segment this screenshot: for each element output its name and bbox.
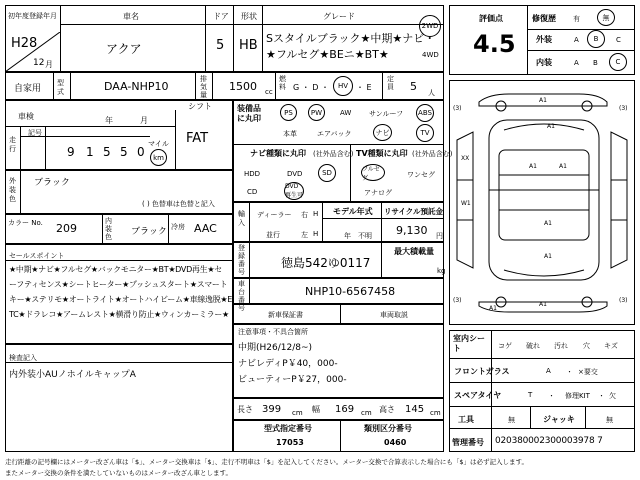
score-label: 評価点 <box>479 14 503 23</box>
glass-item: ・ <box>566 368 573 376</box>
navi-sd: SD <box>318 164 336 182</box>
shift: FAT <box>186 131 209 146</box>
displacement-label: 排気量 <box>200 75 207 99</box>
drive-4wd: 4WD <box>422 51 439 59</box>
width-label: 幅 <box>312 405 320 414</box>
xx-label: XX <box>461 155 470 162</box>
height: 145 <box>405 404 425 415</box>
spare-item: T <box>528 391 533 399</box>
interior-label: 内装 <box>536 58 552 67</box>
tv-oneseg: ワンセグ <box>407 171 435 179</box>
shape: HB <box>239 38 258 53</box>
usage: 自家用 <box>14 84 42 94</box>
registration-value: 徳島542ゆ0117 <box>281 256 371 270</box>
car-name: アクア <box>106 42 142 56</box>
mileage-digit: 1 <box>86 145 94 159</box>
sales-line: TC★ドラレコ★アームレスト★横滑り防止★ウィンカーミラー★ <box>9 310 229 319</box>
color-code: 209 <box>56 222 77 235</box>
inspection-label: 車検 <box>18 112 34 121</box>
spare-item: ・ <box>598 392 605 400</box>
equipment-label: 装備品に丸印 <box>237 104 261 123</box>
class-label: 類別区分番号 <box>364 424 412 433</box>
notes-line: 中期(H26/12/8~) <box>238 343 313 353</box>
tv-sub: (社外品含む) <box>412 150 453 158</box>
manage-value: 020380002300003978 7 <box>495 436 603 446</box>
sales-line: キー★ステリモ★オートライト★オートハイビーム★車線逸脱★E <box>9 295 233 304</box>
manage-label: 管理番号 <box>452 438 484 447</box>
repair-yes: 有 <box>573 15 580 23</box>
tv-analog: アナログ <box>364 189 392 197</box>
notes-label: 注意事項・不具合箇所 <box>238 328 308 336</box>
max-load-label: 最大積載量 <box>394 247 434 256</box>
color-value: ブラック <box>34 178 70 188</box>
equip-sunroof: サンルーフ <box>369 110 404 118</box>
color-code-label: カラー No. <box>8 219 43 227</box>
bracket-label: (3) <box>619 297 628 304</box>
mileage-digits-label: 記号 <box>28 129 42 137</box>
first-reg-label: 初年度登録年月 <box>8 12 57 20</box>
ac-label: 冷房 <box>171 223 185 231</box>
equip-leather: 本革 <box>283 130 297 138</box>
manual: 車両取説 <box>380 311 408 319</box>
displacement: 1500 <box>229 80 257 93</box>
equip-tv: TV <box>416 124 434 142</box>
fuel-label: 燃料 <box>279 75 286 91</box>
length: 399 <box>262 404 282 415</box>
int-grade-b: B <box>593 59 598 67</box>
a1-label: A1 <box>544 253 552 260</box>
width: 169 <box>335 404 355 415</box>
glass-item: A <box>546 367 551 375</box>
glass-label: フロントガラス <box>454 367 510 376</box>
chassis-label: 車台番号 <box>238 280 245 312</box>
seat-item: コゲ <box>498 342 512 350</box>
ext-grade-b-circle: B <box>587 30 605 48</box>
interior-color-label: 内装色 <box>105 217 112 241</box>
repair-label: 修復歴 <box>532 14 556 23</box>
spare-item: ・ <box>548 392 555 400</box>
navi-cd: CD <box>247 188 258 196</box>
warranty: 新車保証書 <box>268 311 303 319</box>
import-label: 輸入 <box>238 210 245 227</box>
mileage-digit: 9 <box>67 145 75 159</box>
footer-line1: 走行距離の記号欄にはメーター改ざん車は「$」、メーター交換車は「$」、走行不明車は「$」を記入してください。メーター交換で合算表示した場合にも「$」は必ず記入します。 <box>5 458 529 466</box>
tv-fullseg: フルセグ <box>361 164 385 181</box>
car-diagram-svg <box>449 80 635 325</box>
a1-label: A1 <box>539 97 547 104</box>
ext-grade-c: C <box>616 36 621 44</box>
a1-label: A1 <box>489 305 497 312</box>
year-label: 年 <box>105 116 113 125</box>
docs-row <box>233 304 444 324</box>
navi-dvd: DVD <box>287 170 303 178</box>
capacity: 5 <box>410 80 417 93</box>
spare-item: 欠 <box>609 392 616 400</box>
month-label: 月 <box>140 116 148 125</box>
interior-seat-label: 室内シート <box>453 334 485 353</box>
registration-label: 登録番号 <box>238 244 245 276</box>
bracket-label: (3) <box>453 297 462 304</box>
ac: AAC <box>194 222 217 235</box>
navi-sub: (社外品含む) <box>313 150 354 158</box>
mile-label: マイル <box>148 140 169 148</box>
footer-line2: またメーター交換の条件を満たしていないものはメーター改ざん車とします。 <box>5 469 232 477</box>
a1-label: A1 <box>539 301 547 308</box>
model-label: 型式 <box>57 79 64 96</box>
cc-unit: cc <box>265 88 273 96</box>
color-note: ( ) 色替車は色替と記入 <box>142 200 215 208</box>
grade-label: グレード <box>323 12 355 21</box>
chassis: NHP10-6567458 <box>305 285 396 298</box>
handle-label: H <box>313 210 319 218</box>
repair-no-circle: 無 <box>597 9 615 26</box>
equip-navi: ナビ <box>373 124 392 141</box>
type-label: 型式指定番号 <box>264 424 312 433</box>
import-left: 左 <box>301 231 308 239</box>
sales-line: ーフティセンス★シートヒーター★プッシュスタート★スマート <box>9 280 228 289</box>
seat-item: 汚れ <box>554 342 568 350</box>
a1-label: A1 <box>547 123 555 130</box>
int-grade-a: A <box>574 59 579 67</box>
month-unit: 月 <box>45 60 53 69</box>
exterior-label: 外装 <box>536 35 552 44</box>
cm-unit: cm <box>430 409 441 417</box>
recycle-label: リサイクル預託金 <box>384 207 443 216</box>
inspector-block <box>5 344 233 452</box>
sales-points-label: セールスポイント <box>9 252 65 260</box>
a1-label: A1 <box>559 163 567 170</box>
seat-item: 穴 <box>583 342 590 350</box>
seat-item: キズ <box>604 342 618 350</box>
kg-unit: kg <box>437 267 446 275</box>
a1-label: A1 <box>544 220 552 227</box>
type-number: 17053 <box>276 438 304 447</box>
mileage-digit: 0 <box>137 145 145 159</box>
tools-label: 工具 <box>458 415 474 424</box>
mileage-digit: 5 <box>103 145 111 159</box>
tools-value: 無 <box>508 416 515 424</box>
ext-grade-a: A <box>574 36 579 44</box>
bracket-label: (3) <box>619 105 628 112</box>
import-parallel: 並行 <box>266 231 280 239</box>
handle-label-2: H <box>313 230 319 238</box>
recycle-value: 9,130 <box>396 224 428 237</box>
fuel-hv-circle: HV <box>333 76 353 96</box>
recycle-unit: 円 <box>436 232 443 240</box>
spare-item: 修理KIT <box>565 392 590 400</box>
jack-value: 無 <box>606 416 613 424</box>
spare-label: スペアタイヤ <box>454 391 502 400</box>
car-name-label: 車名 <box>123 12 139 21</box>
jack-label: ジャッキ <box>543 415 575 424</box>
shape-label: 形状 <box>241 12 257 21</box>
int-grade-c-circle: C <box>609 53 627 71</box>
equip-airbag: エアバック <box>317 130 352 138</box>
cm-unit: cm <box>292 409 303 417</box>
capacity-unit: 人 <box>428 89 435 97</box>
sales-line: ★中期★ナビ★フルセグ★バックモニター★BT★DVD再生★セ <box>9 265 222 274</box>
equip-abs: ABS <box>416 104 434 122</box>
import-right: 右 <box>301 211 308 219</box>
mileage-digit: 5 <box>120 145 128 159</box>
notes-line: ナビレディP￥40，000- <box>238 359 338 369</box>
notes-line: ビューティーP￥27，000- <box>238 375 347 385</box>
w1-label: W1 <box>461 200 471 207</box>
inspector-label: 検査記入 <box>9 354 37 362</box>
drive-2wd-circle: 2WD <box>419 15 441 37</box>
interior-color: ブラック <box>131 227 167 237</box>
score-value: 4.5 <box>473 30 516 58</box>
model: DAA-NHP10 <box>104 80 169 93</box>
bracket-label: (3) <box>453 105 462 112</box>
inspector-value: 内外装小AUノホイルキャップA <box>9 370 136 380</box>
doors-label: ドア <box>213 12 229 21</box>
glass-item: ×要交 <box>578 368 598 376</box>
mileage-label: 走行 <box>9 136 16 153</box>
navi-label: ナビ種類に丸印 <box>250 149 306 158</box>
class-number: 0460 <box>384 438 407 447</box>
height-label: 高さ <box>379 405 395 414</box>
fuel-other: ・ E <box>356 83 372 92</box>
navi-dvd-play: DVD再生可 <box>285 183 304 199</box>
equip-aw: AW <box>340 109 352 117</box>
grade-line1: Sスタイルブラック★中期★ナビ・ <box>266 32 436 45</box>
doors: 5 <box>216 38 225 53</box>
cm-unit: cm <box>361 409 372 417</box>
tv-label: TV種類に丸印 <box>356 149 408 158</box>
navi-hdd: HDD <box>244 170 261 178</box>
grade-line2: ★フルセグ★BEニ★BT★ <box>266 48 389 61</box>
model-year-label: モデル年式 <box>333 207 373 216</box>
import-dealer: ディーラー <box>257 211 292 219</box>
length-label: 長さ <box>237 405 253 414</box>
equip-ps: PS <box>280 104 297 121</box>
color-label: 外装色 <box>9 177 16 203</box>
shift-label: シフト <box>188 102 212 111</box>
km-circle: km <box>150 149 167 166</box>
model-year-value: 年 不明 <box>344 232 372 240</box>
first-reg-year: H28 <box>11 36 38 51</box>
seat-item: 破れ <box>526 342 540 350</box>
capacity-label: 定員 <box>387 75 394 91</box>
equip-pw: PW <box>308 104 325 121</box>
first-reg-month: 12 <box>33 58 45 68</box>
fuel-options: G ・ D ・ <box>293 83 329 92</box>
a1-label: A1 <box>529 163 537 170</box>
